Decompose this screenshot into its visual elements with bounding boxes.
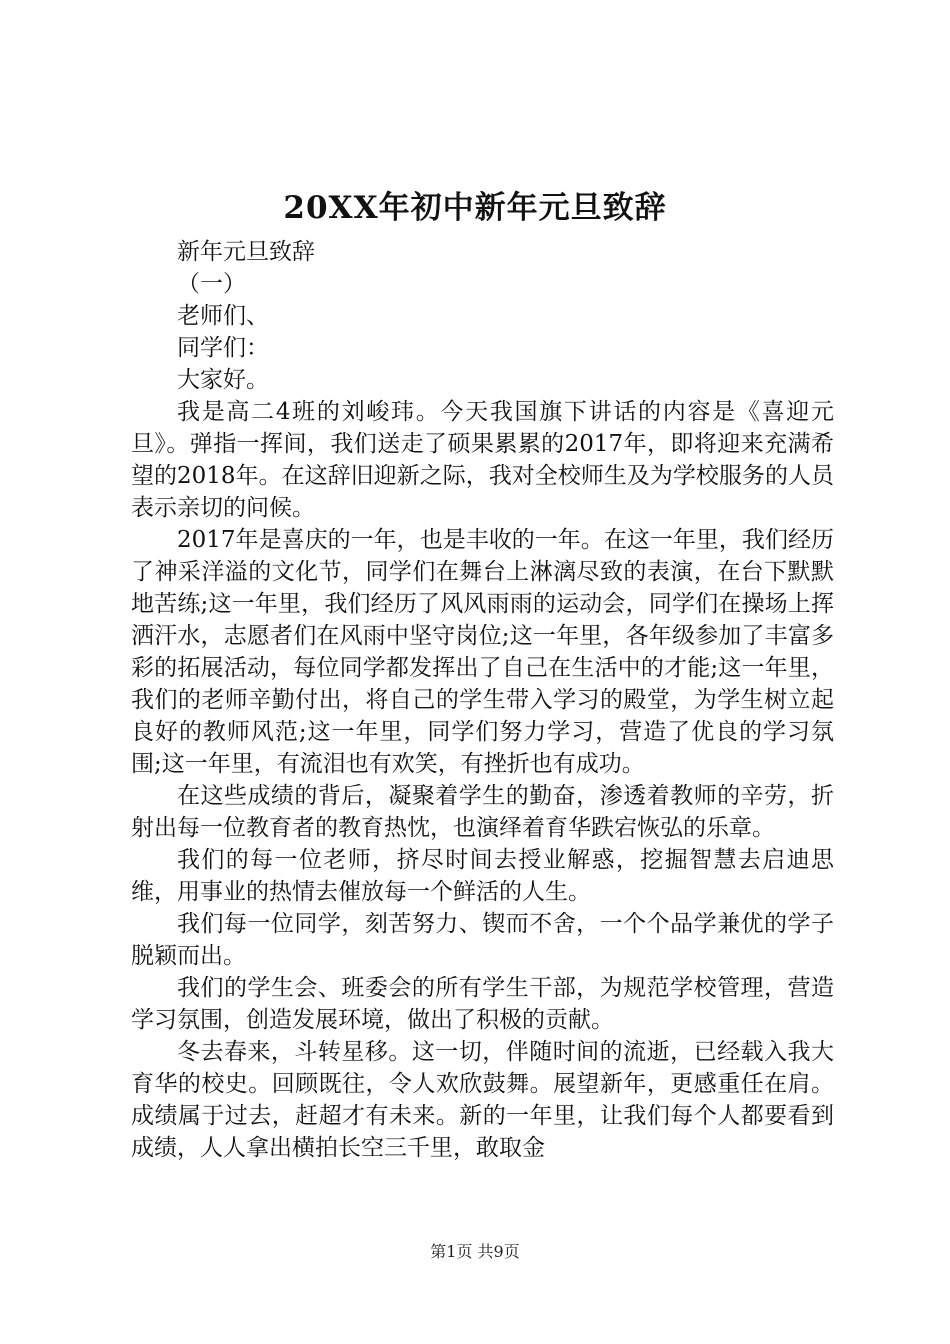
paragraph-subtitle: 新年元旦致辞 bbox=[177, 239, 315, 265]
paragraph-greeting-teachers: 老师们、 bbox=[177, 303, 269, 329]
paragraph-teachers: 我们的每一位老师，挤尽时间去授业解惑，挖掘智慧去启迪思维，用事业的热情去催放每一个鲜活的人生。 bbox=[131, 847, 834, 905]
paragraph-greeting-students: 同学们： bbox=[177, 335, 269, 361]
paragraph-greeting-all: 大家好。 bbox=[177, 367, 269, 393]
paragraph-students: 我们每一位同学，刻苦努力、锲而不舍，一个个品学兼优的学子脱颖而出。 bbox=[131, 911, 834, 969]
paragraph-outlook: 冬去春来，斗转星移。这一切，伴随时间的流逝，已经载入我大育华的校史。回顾既往，令人欢欣鼓舞。展望新年，更感重任在肩。成绩属于过去，赶超才有未来。新的一年里，让我们每个人都要看到成绩，人人拿出横拍长空三千里，敢取金 bbox=[131, 1039, 834, 1161]
document-title: 20XX年初中新年元旦致辞 bbox=[283, 190, 667, 226]
paragraph-student-council: 我们的学生会、班委会的所有学生干部，为规范学校管理，营造学习氛围，创造发展环境，做出了积极的贡献。 bbox=[131, 975, 834, 1033]
paragraph-section-number: （一） bbox=[177, 271, 246, 297]
paragraph-intro: 我是高二4班的刘峻玮。今天我国旗下讲话的内容是《喜迎元旦》。弹指一挥间，我们送走了硕果累累的2017年，即将迎来充满希望的2018年。在这辞旧迎新之际，我对全校师生及为学校服务的人员表示亲切的问候。 bbox=[131, 399, 834, 521]
paragraph-year-review: 2017年是喜庆的一年，也是丰收的一年。在这一年里，我们经历了神采洋溢的文化节，同学们在舞台上淋漓尽致的表演，在台下默默地苦练;这一年里，我们经历了风风雨雨的运动会，同学们在操场上挥洒汗水，志愿者们在风雨中坚守岗位;这一年里，各年级参加了丰富多彩的拓展活动，每位同学都发挥出了自己在生活中的才能;这一年里，我们的老师辛勤付出，将自己的学生带入学习的殿堂，为学生树立起良好的教师风范;这一年里，同学们努力学习，营造了优良的学习氛围;这一年里，有流泪也有欢笑，有挫折也有成功。 bbox=[131, 527, 834, 777]
paragraph-achievements: 在这些成绩的背后，凝聚着学生的勤奋，渗透着教师的辛劳，折射出每一位教育者的教育热忱，也演绎着育华跌宕恢弘的乐章。 bbox=[131, 783, 834, 841]
document-body bbox=[131, 236, 834, 1164]
page-footer: 第1页 共9页 bbox=[430, 1242, 520, 1261]
